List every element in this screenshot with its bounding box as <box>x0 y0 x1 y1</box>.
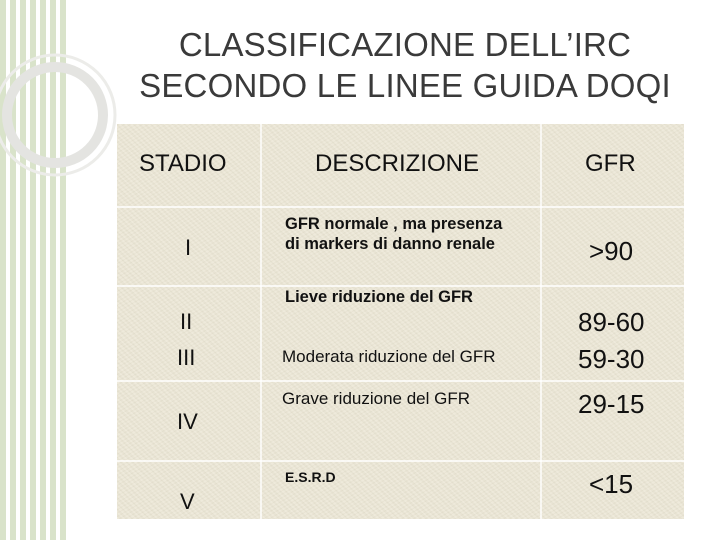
stage-description: Grave riduzione del GFR <box>282 389 471 408</box>
gfr-value: <15 <box>589 469 634 499</box>
gfr-value: 29-15 <box>578 389 645 419</box>
title-line-2: SECONDO LE LINEE GUIDA DOQI <box>139 67 671 104</box>
gfr-value: 59-30 <box>578 344 645 374</box>
title-line-1: CLASSIFICAZIONE DELL’IRC <box>178 26 632 63</box>
stage-description: Moderata riduzione del GFR <box>282 347 496 366</box>
stage-description: E.S.R.D <box>285 469 336 485</box>
row-divider <box>117 380 684 382</box>
slide-title <box>100 24 710 106</box>
stage-label: V <box>180 489 195 514</box>
stage-label: III <box>177 345 196 370</box>
stage-description-line: GFR normale , ma presenza <box>285 215 503 233</box>
gfr-value: 89-60 <box>578 307 645 337</box>
stage-label: IV <box>177 409 198 434</box>
doqi-classification-table <box>117 124 684 519</box>
header-divider <box>117 206 684 208</box>
stage-description-line: di markers di danno renale <box>285 235 495 253</box>
stage-description: Lieve riduzione del GFR <box>285 288 473 306</box>
row-divider <box>117 460 684 462</box>
decorative-ring <box>0 55 115 175</box>
stage-label: II <box>180 309 193 334</box>
header-stadio: STADIO <box>139 150 227 177</box>
header-gfr: GFR <box>585 150 636 177</box>
gfr-value: >90 <box>589 236 634 266</box>
stage-description <box>285 214 502 254</box>
stage-label: I <box>185 235 192 260</box>
header-descrizione: DESCRIZIONE <box>315 150 480 177</box>
decorative-stripes <box>0 0 66 540</box>
